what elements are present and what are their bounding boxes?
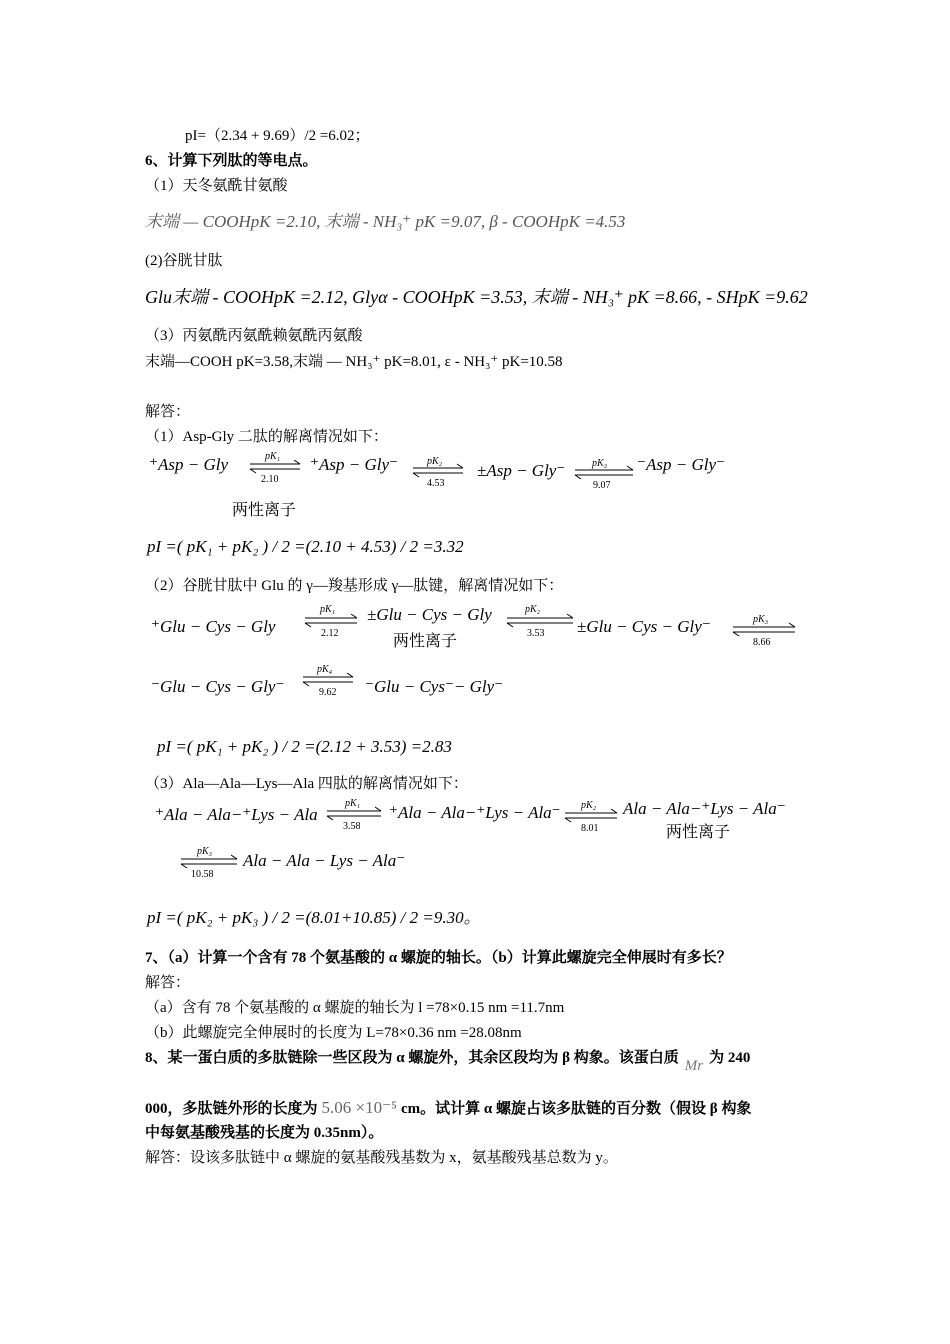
q6-item-1: （1）天冬氨酰甘氨酸 xyxy=(145,178,288,194)
q6-item-2: (2)谷胱甘肽 xyxy=(145,253,223,269)
answer-1-intro: （1）Asp-Gly 二肽的解离情况如下： xyxy=(145,429,388,445)
r3-arrow-3 xyxy=(181,846,237,880)
question-6-title: 6、计算下列肽的等电点。 xyxy=(145,153,318,169)
reaction-2-scheme-a xyxy=(145,598,805,654)
q8-line-1-end: 为 240 xyxy=(709,1050,751,1066)
r1-pk1-value: 2.10 xyxy=(261,474,279,485)
r3-pk1-value: 3.58 xyxy=(343,821,361,832)
r2-pk1-value: 2.12 xyxy=(321,628,339,639)
r1-pk1-label: pK₁ xyxy=(265,451,281,462)
q6-item-1-equation: 末端 — COOHpK =2.10, 末端 - NH₃⁺ pK =9.07, β - COOHpK =4.53 xyxy=(145,212,626,231)
q8-length-value: 5.06 ×10⁻⁵ xyxy=(321,1098,398,1117)
r2-pk4-label: pK₄ xyxy=(317,664,333,675)
question-8-line-1 xyxy=(145,1048,751,1074)
r3-pk2-label: pK₂ xyxy=(581,800,597,811)
r1-arrow-2 xyxy=(413,456,463,489)
r3-pk3-label: pK₃ xyxy=(197,846,213,857)
pI-result-line: pI=（2.34 + 9.69）/2 =6.02； xyxy=(185,128,370,144)
q7-answer-a: （a）含有 78 个氨基酸的 α 螺旋的轴长为 l =78×0.15 nm =11.7nm xyxy=(145,1000,565,1016)
zwitterion-label-3: 两性离子 xyxy=(666,824,731,841)
zwitterion-label-1: 两性离子 xyxy=(232,502,297,519)
zwitterion-label-2: 两性离子 xyxy=(393,633,458,650)
q8-answer: 解答：设该多肽链中 α 螺旋的氨基酸残基数为 x，氨基酸残基总数为 y。 xyxy=(145,1150,618,1166)
r1-species-1: ⁺Asp − Gly xyxy=(149,455,228,474)
r2-species-1: ⁺Glu − Cys − Gly xyxy=(151,617,276,636)
q7-answer-b: （b）此螺旋完全伸展时的长度为 L=78×0.36 nm =28.08nm xyxy=(145,1025,522,1041)
r2-arrow-3 xyxy=(733,614,795,648)
r2-arrow-4 xyxy=(303,664,353,698)
r2-pk2-label: pK₂ xyxy=(525,604,541,615)
r3-pk2-value: 8.01 xyxy=(581,823,599,834)
r1-pk2-label: pK₂ xyxy=(427,456,443,467)
answer-3-pI: pI =( pK₂ + pK₃ ) / 2 =(8.01+10.85) / 2 =9.30。 xyxy=(147,908,481,927)
answer-label: 解答： xyxy=(145,404,191,420)
r1-pk2-value: 4.53 xyxy=(427,478,445,489)
r1-species-3: ±Asp − Gly⁻ xyxy=(477,461,566,480)
q8-line-1-text: 8、某一蛋白质的多肽链除一些区段为 α 螺旋外，其余区段均为 β 构象。该蛋白质 xyxy=(145,1050,679,1066)
r2-pk3-value: 8.66 xyxy=(753,637,771,648)
r2-species-4: ⁻Glu − Cys − Gly⁻ xyxy=(151,677,285,696)
q6-item-3-equation: 末端—COOH pK=3.58,末端 — NH₃⁺ pK=8.01, ε - NH₃⁺ pK=10.58 xyxy=(145,354,563,370)
r2-pk2-value: 3.53 xyxy=(527,628,545,639)
r3-species-1: ⁺Ala − Ala−⁺Lys − Ala xyxy=(155,805,318,824)
q6-item-2-equation: Glu末端 - COOHpK =2.12, Glyα - COOHpK =3.53, 末端 - NH₃⁺ pK =8.66, - SHpK =9.62 xyxy=(145,287,808,307)
question-8-line-3: 中每氨基酸残基的长度为 0.35nm）。 xyxy=(145,1125,384,1141)
r1-pk3-label: pK₃ xyxy=(592,458,608,469)
r2-species-5: ⁻Glu − Cys⁻− Gly⁻ xyxy=(365,677,504,696)
reaction-3-scheme-b xyxy=(175,840,475,884)
answer-2-intro: （2）谷胱甘肽中 Glu 的 γ—羧基形成 γ—肽键，解离情况如下： xyxy=(145,578,564,594)
answer-2-pI: pI =( pK₁ + pK₂ ) / 2 =(2.12 + 3.53) =2.83 xyxy=(157,737,452,756)
r2-pk1-label: pK₁ xyxy=(320,604,336,615)
q8-line-2-end: cm。试计算 α 螺旋占该多肽链的百分数（假设 β 构象 xyxy=(401,1101,752,1117)
r1-pk3-value: 9.07 xyxy=(593,480,611,491)
r3-arrow-1 xyxy=(327,798,381,832)
r3-pk1-label: pK₁ xyxy=(345,798,361,809)
r2-pk3-label: pK₃ xyxy=(753,614,769,625)
r1-arrow-1 xyxy=(250,451,300,485)
answer-1-pI: pI =( pK₁ + pK₂ ) / 2 =(2.10 + 4.53) / 2 =3.32 xyxy=(147,537,464,556)
r3-pk3-value: 10.58 xyxy=(191,869,214,880)
r3-arrow-2 xyxy=(565,800,617,834)
r1-arrow-3 xyxy=(575,458,633,491)
r1-species-4: ⁻Asp − Gly⁻ xyxy=(637,455,725,474)
r2-species-3: ±Glu − Cys − Gly⁻ xyxy=(577,617,711,636)
question-7-title: 7、（a）计算一个含有 78 个氨基酸的 α 螺旋的轴长。（b）计算此螺旋完全伸展时有多长？ xyxy=(145,950,732,966)
r2-species-2: ±Glu − Cys − Gly xyxy=(367,605,492,624)
r3-species-3: Ala − Ala−⁺Lys − Ala⁻ xyxy=(623,799,786,818)
answer-label-2: 解答： xyxy=(145,975,191,991)
r2-arrow-1 xyxy=(305,604,357,639)
r2-arrow-2 xyxy=(507,604,573,639)
q6-item-3: （3）丙氨酰丙氨酰赖氨酰丙氨酸 xyxy=(145,328,363,344)
answer-3-intro: （3）Ala—Ala—Lys—Ala 四肽的解离情况如下： xyxy=(145,776,468,792)
question-8-line-2 xyxy=(145,1098,751,1119)
r2-pk4-value: 9.62 xyxy=(319,687,337,698)
r3-species-2: ⁺Ala − Ala−⁺Lys − Ala⁻ xyxy=(389,803,561,822)
r1-species-2: ⁺Asp − Gly⁻ xyxy=(310,455,398,474)
reaction-2-scheme-b xyxy=(145,660,545,704)
q8-mr-symbol: Mr xyxy=(684,1058,704,1074)
r3-species-4: Ala − Ala − Lys − Ala⁻ xyxy=(243,851,406,870)
reaction-1-scheme xyxy=(145,448,785,496)
q8-line-2-text: 000，多肽链外形的长度为 xyxy=(145,1101,318,1117)
